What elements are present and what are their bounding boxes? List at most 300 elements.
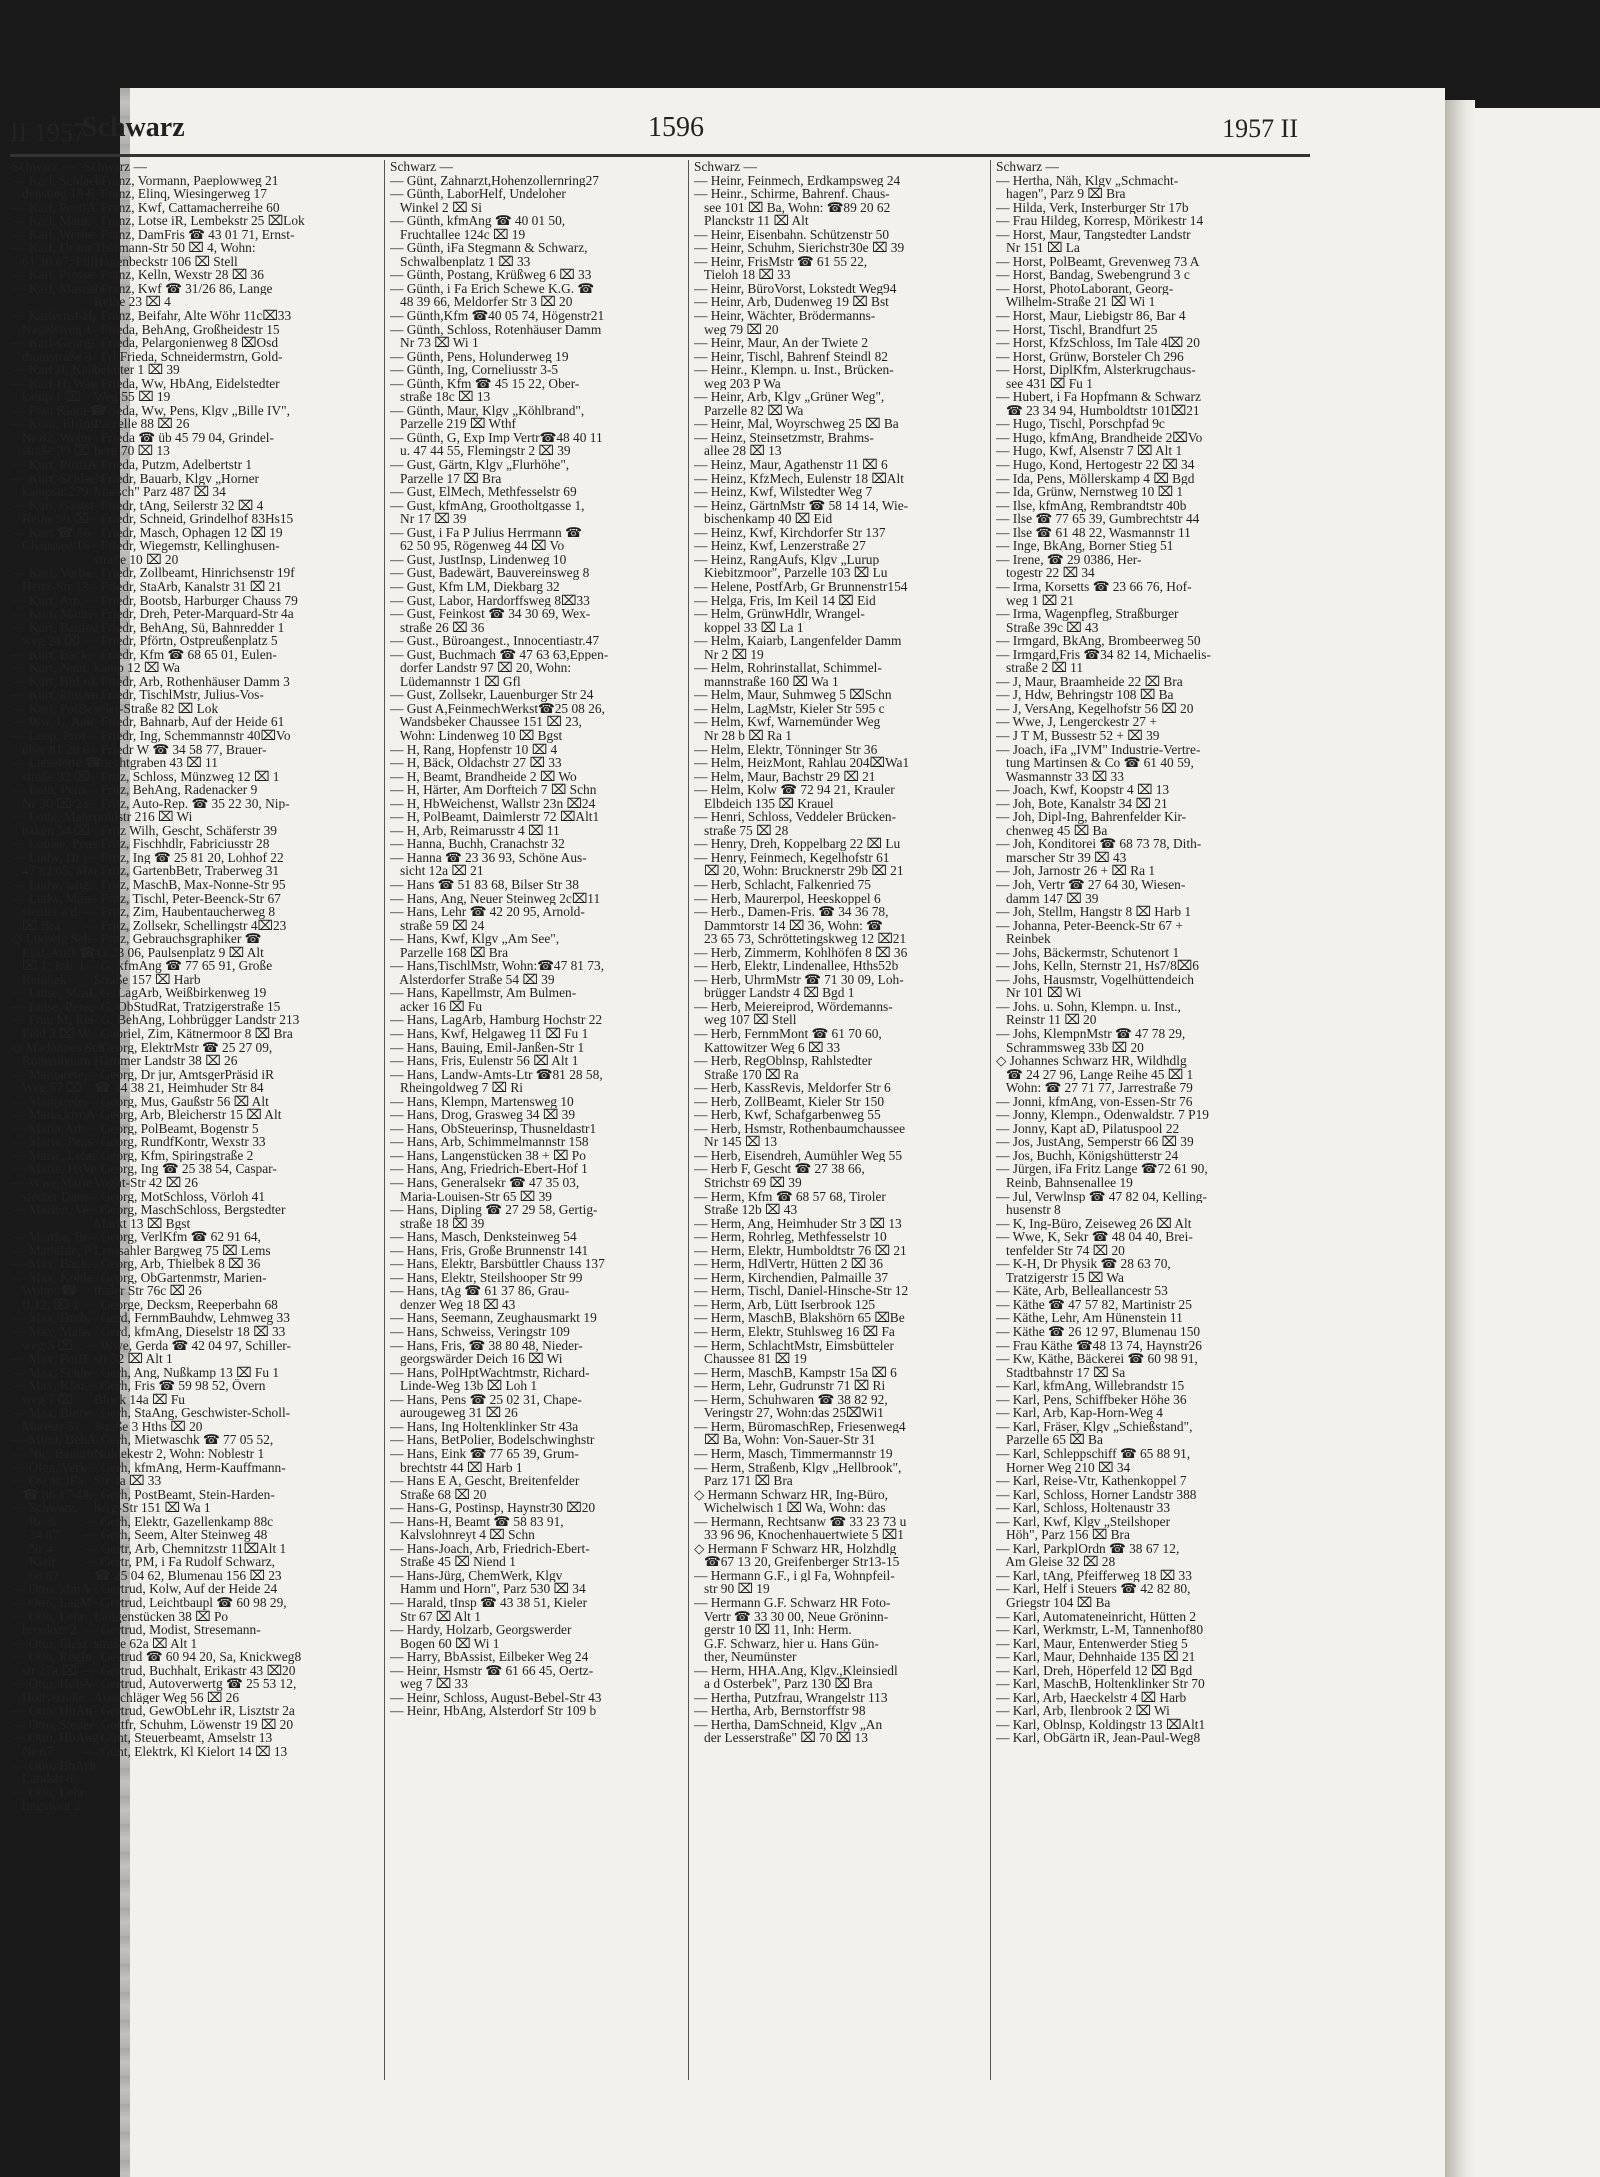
- listing-line: Nagelsweg 1: [12, 322, 92, 337]
- listing-line: Langenstücken 38 ⌧ Po: [84, 1609, 229, 1624]
- listing-line: — Gertr, PM, i Fa Rudolf Schwarz,: [84, 1555, 275, 1569]
- listing-line: lingsweg 2: [12, 1799, 81, 1813]
- listing-line: — Helm, Rohrinstallat, Schimmel-: [694, 661, 882, 675]
- listing-line: — Gust, Badewärt, Bauvereinsweg 8: [390, 566, 590, 580]
- listing-line: — Hans ☎ 51 83 68, Bilser Str 38: [390, 877, 579, 892]
- listing-line: Schwarz —: [996, 160, 1059, 174]
- listing-line: bekuter 1 ⌧ 39: [84, 363, 180, 377]
- listing-line: — Joach, iFa „IVM" Industrie-Vertre-: [996, 742, 1201, 757]
- listing-line: — Hans, tAg ☎ 61 37 86, Grau-: [390, 1284, 570, 1298]
- listing-line: Wichelwisch 1 ⌧ Wa, Wohn: das: [694, 1501, 886, 1515]
- listing-line: — Herm, Rohrleg, Methfesselstr 10: [694, 1230, 887, 1244]
- listing-line: — Johs, Kelln, Sternstr 21, Hs7/8⌧6: [996, 959, 1199, 973]
- listing-line: — Gertrud, Kolw, Auf der Heide 24: [84, 1582, 278, 1596]
- listing-line: — Max, Kfm,: [12, 1379, 88, 1393]
- listing-line: see 101 ⌧ Ba, Wohn: ☎89 20 62: [694, 200, 891, 215]
- listing-line: — G, ObStudRat, Tratzigerstraße 15: [84, 999, 281, 1014]
- listing-line: — Fritz Wilh, Gescht, Schäferstr 39: [84, 823, 277, 838]
- facing-running-head: II 1957: [10, 118, 86, 147]
- listing-line: — Johs, Bäckermstr, Schutenort 1: [996, 945, 1180, 960]
- listing-line: — Kurt, Bäck,: [12, 647, 91, 662]
- listing-line: — Nic, Bauarb: [12, 1446, 94, 1461]
- listing-line: — Friedr, Kfm ☎ 68 65 01, Eulen-: [84, 647, 277, 662]
- listing-line: — Hans E A, Gescht, Breitenfelder: [390, 1474, 580, 1488]
- listing-line: — Helm, Maur, Bachstr 29 ⌧ 21: [694, 769, 876, 784]
- listing-line: — Hans, ObSteuerinsp, Thusneldastr1: [390, 1121, 597, 1136]
- listing-line: — Günth, Ing, Corneliusstr 3-5: [390, 363, 559, 377]
- listing-line: — Fritz, Gebrauchsgraphiker ☎: [84, 932, 262, 946]
- listing-line: — Hugo, Kwf, Alsenstr 7 ⌧ Alt 1: [996, 444, 1183, 459]
- listing-line: Marestr 31: [12, 1419, 81, 1434]
- listing-line: — Hermann G.F., i gl Fa, Wohnpfeil-: [694, 1568, 895, 1583]
- listing-line: haken 54 ⌧: [12, 823, 90, 838]
- listing-line: — Hans, Lehr ☎ 42 20 95, Arnold-: [390, 905, 585, 919]
- listing-line: — Franz, Beifahr, Alte Wöhr 11c⌧33: [84, 309, 292, 323]
- listing-line: — Friedr, Schneid, Grindelhof 83Hs15: [84, 512, 294, 526]
- listing-line: — H, Härter, Am Dorfteich 7 ⌧ Schn: [390, 783, 597, 797]
- listing-line: — Herm, Tischl, Daniel-Hinsche-Str 12: [694, 1284, 909, 1298]
- listing-line: — Heinr, Schuhm, Sierichstr30e ⌧ 39: [694, 241, 905, 255]
- listing-line: — Hans, Eink ☎ 77 65 39, Grum-: [390, 1446, 579, 1461]
- listing-line: — Wwe, J, Lengerckestr 27 +: [996, 715, 1157, 729]
- listing-line: — Karl, Schloss, Holtenaustr 33: [996, 1501, 1171, 1515]
- listing-line: straße 39 ⌧: [12, 444, 90, 459]
- listing-line: Wilhelm-Straße 21 ⌧ Wi 1: [996, 295, 1156, 310]
- listing-line: [12, 553, 127, 567]
- listing-line: — Hans, Elektr, Steilshooper Str 99: [390, 1270, 583, 1285]
- listing-line: — Kurt, Maur,: [12, 607, 92, 621]
- listing-line: — Günth, iFa Stegmann & Schwarz,: [390, 241, 588, 255]
- listing-line: Nr 4: [12, 1541, 53, 1556]
- listing-line: brügger Landstr 4 ⌧ Bgd 1: [694, 986, 855, 1000]
- listing-line: — Ludw, Dr j: [12, 850, 88, 865]
- listing-line: — K-H, Dr Physik ☎ 28 63 70,: [996, 1257, 1171, 1271]
- listing-line: Schwarz —: [390, 160, 453, 174]
- listing-line: Kiebitzmoor", Parzelle 103 ⌧ Lu: [694, 566, 888, 580]
- listing-line: straße 59 ⌧ 24: [390, 918, 485, 933]
- listing-line: Reinbek: [12, 972, 67, 987]
- listing-line: — Herb, Hsmstr, Rothenbaumchaussee: [694, 1121, 906, 1136]
- listing-line: — Käthe ☎ 47 57 82, Martinistr 25: [996, 1297, 1192, 1312]
- listing-line: — Horst, DiplKfm, Alsterkrugchaus-: [996, 363, 1196, 377]
- listing-line: tung Martinsen & Co ☎ 61 40 59,: [996, 756, 1194, 770]
- listing-line: — Georg, ObGartenmstr, Marien-: [84, 1270, 267, 1285]
- listing-line: — Karl, Maur, Dehnhaide 135 ⌧ 21: [996, 1650, 1196, 1664]
- listing-line: — Gerd, kfmAng, Dieselstr 18 ⌧ 33: [84, 1325, 286, 1339]
- listing-line: — Hermann, Rechtsanw ☎ 33 23 73 u: [694, 1514, 907, 1529]
- listing-line: — Herm, HdlVertr, Hütten 2 ⌧ 36: [694, 1257, 883, 1271]
- listing-line: georgswärder Deich 16 ⌧ Wi: [390, 1352, 563, 1366]
- listing-line: straße 18 ⌧ 39: [390, 1216, 485, 1231]
- listing-line: — Karl, Schlacht: [12, 173, 106, 188]
- listing-line: — Franz, Kwf ☎ 31/26 86, Lange: [84, 281, 273, 296]
- column-divider: [990, 160, 991, 2080]
- listing-line: — Karl, Arb, Kap-Horn-Weg 4: [996, 1406, 1164, 1420]
- listing-line: — Karl, PostfA: [12, 200, 97, 215]
- listing-line: — Hans, Seemann, Zeughausmarkt 19: [390, 1311, 597, 1326]
- listing-line: weg 7 ⌧ 33: [390, 1677, 468, 1691]
- listing-line: — Gerh, Fris ☎ 59 98 52, Övern: [84, 1379, 266, 1393]
- listing-line: — J, VersAng, Kegelhofstr 56 ⌧ 20: [996, 701, 1194, 716]
- listing-line: — Gertrud, Leichtbaupl ☎ 60 98 29,: [84, 1595, 287, 1610]
- listing-line: — J, Hdw, Behringstr 108 ⌧ Ba: [996, 688, 1174, 702]
- listing-line: 47 82 65, Mar: [12, 864, 98, 878]
- listing-line: — Ludw, tang,: [12, 877, 93, 892]
- listing-line: Weg 55 ⌧ 19: [84, 390, 171, 404]
- listing-line: Str 4a ⌧ 33: [84, 1474, 162, 1488]
- listing-line: ther, Neumünster: [694, 1650, 797, 1664]
- listing-line: — Hertha, Arb, Bernstorffstr 98: [694, 1704, 866, 1718]
- listing-line: weg 5 ⌧: [12, 1338, 74, 1353]
- listing-line: — Günth, i Fa Erich Schewe K.G. ☎: [390, 281, 595, 296]
- listing-line: — Herm, Kirchendien, Palmaille 37: [694, 1270, 889, 1285]
- listing-line: 48 39 66, Meldorfer Str 3 ⌧ 20: [390, 295, 573, 310]
- listing-line: — Georg, ElektrMstr ☎ 25 27 09,: [84, 1040, 273, 1055]
- listing-line: — Otto, HbAn: [12, 1704, 92, 1718]
- listing-line: Parzelle 65 ⌧ Ba: [996, 1433, 1103, 1447]
- listing-line: straße 18c ⌧ 13: [390, 390, 491, 404]
- listing-line: poldstr 216 ⌧ Wi: [84, 810, 193, 824]
- listing-line: ⌧ 20, Wohn: Brucknerstr 29b ⌧ 21: [694, 864, 904, 878]
- listing-line: — Heinr, Eisenbahn. Schützenstr 50: [694, 227, 890, 242]
- listing-line: — Max, Bäck,: [12, 1257, 91, 1271]
- listing-line: — J T M, Bussestr 52 + ⌧ 39: [996, 728, 1160, 743]
- listing-line: — Irmgard, BkAng, Brombeerweg 50: [996, 634, 1201, 648]
- listing-line: Nr 2 ⌧ 19: [694, 647, 764, 662]
- listing-line: damm 147 ⌧ 39: [996, 891, 1099, 906]
- listing-line: G.F. Schwarz, hier u. Hans Gün-: [694, 1636, 879, 1651]
- listing-line: kamp 12 ⌧ Wa: [84, 661, 180, 675]
- listing-line: — Horst, Maur, Tangstedter Landstr: [996, 227, 1191, 242]
- listing-line: — Hans,TischlMstr, Wohn:☎47 81 73,: [390, 959, 605, 973]
- listing-line: Parzelle 219 ⌧ Wthf: [390, 417, 516, 431]
- listing-line: — Hans, Drog, Grasweg 34 ⌧ 39: [390, 1108, 576, 1122]
- listing-line: Horner Weg 210 ⌧ 34: [996, 1460, 1131, 1475]
- listing-line: Linde-Weg 13b ⌧ Loh 1: [390, 1379, 538, 1393]
- listing-line: Landstr 6: [12, 1772, 73, 1786]
- listing-line: — Joach, Kwf, Koopstr 4 ⌧ 13: [996, 783, 1170, 797]
- listing-line: — Wwe, K, Sekr ☎ 48 04 40, Brei-: [996, 1230, 1193, 1244]
- listing-line: Straße 170 ⌧ Ra: [694, 1067, 799, 1082]
- listing-line: — Karl, Dr me: [12, 241, 94, 255]
- listing-line: — Franz, Kelln, Wexstr 28 ⌧ 36: [84, 268, 264, 282]
- listing-line: — Frau M, Rei: [12, 1013, 94, 1027]
- listing-column-2: [390, 160, 680, 2080]
- listing-line: ◇ Madonnes Sch: [12, 1040, 105, 1055]
- listing-line: — Günth, Schloss, Rotenhäuser Damm: [390, 322, 602, 337]
- listing-line: 68 62: [12, 1568, 59, 1583]
- listing-line: acker 16 ⌧ Fu: [390, 999, 483, 1014]
- listing-line: — Heinr, Tischl, Bahrenf Steindl 82: [694, 349, 888, 364]
- listing-column-5: [12, 160, 127, 2080]
- listing-line: — Otto, BbArb: [12, 1758, 96, 1773]
- listing-line: — Heinr, HbAng, Alsterdorf Str 109 b: [390, 1704, 597, 1718]
- listing-line: — Heinr, BüroVorst, Lokstedt Weg94: [694, 281, 897, 296]
- listing-line: kamp 1 ⌧: [12, 390, 81, 404]
- listing-line: — Luise, Pens,: [12, 999, 94, 1014]
- listing-line: — Herm, Lehr, Gudrunstr 71 ⌧ Ri: [694, 1379, 886, 1393]
- running-head-name: Schwarz: [82, 112, 185, 143]
- listing-line: 43 23 06, Paulsenplatz 9 ⌧ Alt: [84, 945, 264, 960]
- listing-line: — G, LagArb, Weißbirkenweg 19: [84, 986, 267, 1000]
- listing-line: — Helm, GrünwHdlr, Wrangel-: [694, 607, 865, 621]
- listing-line: — G, kfmAng ☎ 77 65 91, Große: [84, 959, 273, 973]
- listing-line: — Ilse ☎ 61 48 22, Wasmannstr 11: [996, 525, 1191, 540]
- listing-line: Am Gleise 32 ⌧ 28: [996, 1555, 1116, 1569]
- listing-line: — Henry, Feinmech, Kegelhofstr 61: [694, 850, 890, 865]
- listing-line: — Otto, Lehr: [12, 1785, 85, 1800]
- listing-line: knechtgraben 43 ⌧ 11: [84, 756, 218, 770]
- listing-line: — Margarete,: [12, 1067, 87, 1082]
- listing-line: — Irma, Korsetts ☎ 23 66 76, Hof-: [996, 579, 1192, 594]
- listing-line: — Inge, BkAng, Borner Stieg 51: [996, 539, 1174, 553]
- listing-line: — Karlernst-H,: [12, 309, 97, 323]
- listing-line: Griegstr 104 ⌧ Ba: [996, 1595, 1111, 1610]
- listing-line: — Joh, Bote, Kanalstr 34 ⌧ 21: [996, 796, 1168, 811]
- listing-line: — Kurt, Bauing: [12, 620, 99, 635]
- listing-line: 33 96 96, Knochenhauertwiete 5 ⌧1: [694, 1528, 904, 1542]
- listing-line: Hagenbeckstr 106 ⌧ Stell: [84, 254, 238, 269]
- listing-line: — Herb, FernmMont ☎ 61 70 60,: [694, 1027, 882, 1041]
- listing-line: Schrammsweg 33b ⌧ 20: [996, 1040, 1144, 1055]
- listing-line: ⌧ Ba, Wohn: Von-Sauer-Str 31: [694, 1433, 876, 1447]
- listing-line: — Gust, Labor, Hardorffsweg 8⌧33: [390, 593, 590, 608]
- listing-line: — Gust, kfmAng, Grootholtgasse 1,: [390, 498, 585, 513]
- column-divider: [688, 160, 689, 2080]
- listing-line: — Fritz, Tischl, Peter-Beenck-Str 67: [84, 891, 281, 906]
- listing-line: ☎ 44 38 21, Heimhuder Str 84: [84, 1081, 264, 1095]
- listing-column-4: [996, 160, 1296, 2080]
- listing-line: — Herb, Eisendreh, Aumühler Weg 55: [694, 1148, 903, 1163]
- listing-line: — Heinr, Schloss, August-Bebel-Str 43: [390, 1690, 602, 1705]
- listing-line: — Kurt, PostfA: [12, 458, 98, 472]
- listing-line: — Hans-H, Beamt ☎ 58 83 91,: [390, 1514, 564, 1529]
- listing-line: — Franz, Elinq, Wiesingerweg 17: [84, 187, 267, 201]
- listing-line: Ausschläger Weg 56 ⌧ 26: [84, 1690, 240, 1705]
- listing-line: — Heinr., Klempn. u. Inst., Brücken-: [694, 363, 894, 377]
- listing-line: marscher Str 39 ⌧ 43: [996, 850, 1127, 865]
- listing-line: [12, 295, 127, 309]
- listing-line: — Johs, Hausmstr, Vogelhüttendeich: [996, 972, 1194, 987]
- listing-line: — Marion, Ve: [12, 1203, 89, 1217]
- listing-line: — Hans, LagArb, Hamburg Hochstr 22: [390, 1013, 603, 1027]
- listing-line: Schwarz —: [84, 160, 147, 174]
- listing-line: — Joh, Vertr ☎ 27 64 30, Wiesen-: [996, 877, 1186, 892]
- listing-line: — Mathilde, P: [12, 1243, 92, 1258]
- listing-line: straße 26 ⌧ 36: [390, 620, 485, 635]
- listing-line: — Franz, Kwf, Cattamacherreihe 60: [84, 200, 280, 215]
- listing-line: Nr 145 ⌧ 13: [694, 1135, 778, 1149]
- listing-line: — Irma, Wagenpfleg, Straßburger: [996, 607, 1179, 621]
- listing-line: — Herm, BüromaschRep, Friesenweg4: [694, 1419, 906, 1434]
- listing-line: — Helm, Maur, Suhmweg 5 ⌧Schn: [694, 688, 892, 702]
- listing-line: — Franz, DamFris ☎ 43 01 71, Ernst-: [84, 227, 295, 242]
- listing-line: — Wwe, Gerda ☎ 42 04 97, Schiller-: [84, 1338, 291, 1353]
- listing-line: — Hugo, Tischl, Porschpfad 9c: [996, 417, 1165, 431]
- listing-line: — Georg, PolBeamt, Bogenstr 5: [84, 1121, 259, 1136]
- listing-line: Thälmann-Str 50 ⌧ 4, Wohn:: [84, 241, 256, 255]
- listing-line: — Hugo, Kond, Hertogestr 22 ⌧ 34: [996, 458, 1195, 472]
- listing-line: — Karl, Schloss, Horner Landstr 388: [996, 1487, 1197, 1502]
- listing-line: sicht 12a ⌧ 21: [390, 864, 484, 878]
- listing-line: — K, Ing-Büro, Zeiseweg 26 ⌧ Alt: [996, 1216, 1192, 1231]
- listing-line: — Heinr, Hsmstr ☎ 61 66 45, Oertz-: [390, 1663, 594, 1678]
- listing-line: — Gust, Buchmach ☎ 47 63 63,Eppen-: [390, 647, 609, 662]
- listing-line: — Ludw, Maus: [12, 891, 96, 906]
- listing-line: Stadtbahnstr 17 ⌧ Sa: [996, 1365, 1126, 1380]
- listing-line: — Kurt, kfmAn: [12, 688, 98, 702]
- listing-line: Vertr ☎ 33 30 00, Neue Gröninn-: [694, 1609, 889, 1624]
- listing-line: — Kw, Käthe, Bäckerei ☎ 60 98 91,: [996, 1352, 1198, 1366]
- listing-line: — Karl, Werbe: [12, 227, 94, 242]
- listing-line: — Herm, Arb, Lütt Iserbrook 125: [694, 1297, 876, 1312]
- listing-line: — Heinz, Steinsetzmstr, Brahms-: [694, 430, 874, 445]
- listing-line: — Heinz, GärtnMstr ☎ 58 14 14, Wie-: [694, 498, 909, 513]
- listing-line: — Karl, MaschB, Holtenklinker Str 70: [996, 1677, 1205, 1691]
- listing-line: — Marie, Pens: [12, 1135, 93, 1149]
- listing-line: — Georg, Arb, Bleicherstr 15 ⌧ Alt: [84, 1108, 282, 1122]
- listing-line: Straße 39c ⌧ 43: [996, 620, 1099, 635]
- listing-line: — Gertrud, Buchhalt, Erikastr 43 ⌧20: [84, 1663, 296, 1678]
- listing-line: — Heinr, Arb, Klgv „Grüner Weg",: [694, 390, 885, 404]
- listing-line: — Martha, Br: [12, 1230, 88, 1244]
- listing-line: denzer Weg 18 ⌧ 43: [390, 1297, 516, 1312]
- listing-line: — Käthe, Lehr, Am Hünenstein 11: [996, 1311, 1183, 1326]
- listing-line: ☎67 13 20, Greifenberger Str13-15: [694, 1555, 900, 1569]
- listing-line: — Georg, Ing ☎ 25 38 54, Caspar-: [84, 1162, 277, 1177]
- listing-line: — Gertrud, Autoverwertg ☎ 25 53 12,: [84, 1677, 297, 1691]
- listing-line: — Gust., Büroangest., Innocentiastr.47: [390, 634, 600, 648]
- listing-line: u. 47 44 55, Flemingstr 2 ⌧ 39: [390, 444, 571, 459]
- listing-line: husenstr 8: [996, 1203, 1061, 1217]
- listing-line: — Schwarz,: [12, 1501, 79, 1515]
- listing-line: Kielr: [12, 1555, 57, 1569]
- listing-line: — Frau Klara ☎: [12, 403, 107, 418]
- listing-line: — Friedr, Wiegemstr, Kellinghusen-: [84, 539, 280, 553]
- listing-line: — Harry, BbAssist, Eilbeker Weg 24: [390, 1650, 589, 1664]
- listing-line: — Georg, Dr jur, AmtsgerPräsid iR: [84, 1067, 275, 1082]
- listing-line: Winkel 2 ⌧ Si: [390, 200, 483, 215]
- listing-line: — Käte, Arb, Belleallancestr 53: [996, 1284, 1168, 1298]
- listing-line: — Helene, PostfArb, Gr Brunnenstr154: [694, 579, 908, 594]
- listing-line: — Helm, HeizMont, Rahlau 204⌧Wa1: [694, 756, 910, 770]
- listing-line: — Herb F, Gescht ☎ 27 38 66,: [694, 1162, 865, 1177]
- listing-line: — Friedr, Zollbeamt, Hinrichsenstr 19f: [84, 566, 295, 580]
- listing-line: — Fritz, Fischhdlr, Fabriciusstr 28: [84, 837, 270, 851]
- listing-line: Rothenbaum: [12, 1054, 91, 1068]
- listing-line: — Joh, Dipl-Ing, Bahrenfelder Kir-: [996, 810, 1187, 824]
- listing-line: — Hertha, Putzfrau, Wrangelstr 113: [694, 1690, 888, 1705]
- listing-line: — Gust, ElMech, Methfesselstr 69: [390, 485, 577, 499]
- listing-line: — Heinr, Mal, Woyrschweg 25 ⌧ Ba: [694, 417, 899, 431]
- listing-line: Nr 82, Wohn: [12, 430, 92, 445]
- listing-line: — Gerh, Seem, Alter Steinweg 48: [84, 1528, 268, 1542]
- listing-line: — Fritz, BehAng, Radenacker 9: [84, 783, 258, 797]
- listing-line: — Max, Maler: [12, 1325, 92, 1339]
- listing-line: — Karl, Maschb: [12, 281, 102, 296]
- listing-line: — Heinz, RangAufs, Klgv „Lurup: [694, 552, 880, 567]
- listing-line: — Herb., Damen-Fris. ☎ 34 36 78,: [694, 905, 889, 919]
- listing-line: — Gerh, Mietwaschk ☎ 77 05 52,: [84, 1433, 274, 1447]
- listing-line: — Gerh, PostBeamt, Stein-Harden-: [84, 1487, 275, 1502]
- listing-line: — Frl Frieda, Schneidermstrn, Gold-: [84, 349, 283, 364]
- listing-line: — Hans, BetPolier, Bodelschwinghstr: [390, 1433, 595, 1447]
- listing-line: — Karl-Georg,: [12, 336, 94, 350]
- listing-line: — Günth, Pens, Holunderweg 19: [390, 349, 569, 364]
- listing-line: — Gust, Gärtn, Klgv „Flurhöhe",: [390, 458, 570, 472]
- listing-line: — Jos, Buchh, Königshütterstr 24: [996, 1148, 1179, 1163]
- listing-line: — Otto, HdlsV: [12, 1677, 95, 1691]
- listing-line: — Günth, Kfm ☎ 45 15 22, Ober-: [390, 376, 580, 391]
- listing-line: — Herb, RegOblnsp, Rahlstedter: [694, 1054, 873, 1068]
- listing-line: str 27a ⌧: [12, 1663, 77, 1678]
- listing-line: der Lesserstraße" ⌧ 70 ⌧ 13: [694, 1731, 868, 1745]
- listing-line: ☎ 25 04 62, Blumenau 156 ⌧ 23: [84, 1568, 282, 1583]
- listing-line: — Maria,kfmA: [12, 1108, 96, 1122]
- listing-line: — Horst, Bandag, Swebengrund 3 c: [996, 268, 1190, 282]
- listing-line: — Heinr., Schirme, Bahrenf. Chaus-: [694, 187, 890, 201]
- listing-line: — Hugo, kfmAng, Brandheide 2⌧Vo: [996, 430, 1203, 445]
- listing-line: — Frieda, Putzm, Adelbertstr 1: [84, 458, 253, 472]
- listing-line: — Georg, MotSchloss, Vörloh 41: [84, 1189, 266, 1204]
- listing-line: — Heinr, Wächter, Brödermanns-: [694, 309, 876, 323]
- listing-line: — Kurt, Schlach: [12, 471, 103, 486]
- listing-line: Nöldekestr 2, Wohn: Noblestr 1: [84, 1446, 265, 1461]
- listing-line: Parzelle 168 ⌧ Bra: [390, 945, 509, 960]
- listing-line: — Herm, Schuhwaren ☎ 38 82 92,: [694, 1392, 888, 1407]
- listing-line: — Karl, Arb, Ilenbrook 2 ⌧ Wi: [996, 1704, 1170, 1718]
- listing-line: — Hans, Masch, Denksteinweg 54: [390, 1230, 577, 1244]
- listing-line: — Otto, kfmA: [12, 1582, 91, 1596]
- listing-line: — Wwe,Marie: [12, 1176, 93, 1190]
- listing-line: Lüdemannstr 1 ⌧ Gfl: [390, 674, 521, 689]
- listing-line: — Heinr, Maur, An der Twiete 2: [694, 336, 869, 350]
- listing-line: — Irene, ☎ 29 0386, Her-: [996, 552, 1142, 567]
- listing-line: — Helm, LagMstr, Kieler Str 595 c: [694, 701, 885, 716]
- listing-line: — Helm, Kolw ☎ 72 94 21, Krauler: [694, 783, 895, 797]
- listing-line: denstieg 15 E: [12, 187, 95, 201]
- listing-line: bischenkamp 40 ⌧ Eid: [694, 512, 833, 526]
- listing-line: — Jos, JustAng, Semperstr 66 ⌧ 39: [996, 1135, 1194, 1149]
- listing-line: — Horst, Grünw, Borsteler Ch 296: [996, 349, 1184, 364]
- listing-line: — Friedr W ☎ 34 58 77, Brauer-: [84, 742, 267, 757]
- listing-line: — Günth, G, Exp Imp Vertr☎48 40 11: [390, 430, 603, 445]
- listing-line: thomstraße 3: [12, 349, 92, 364]
- listing-line: — Hans, Generalsekr ☎ 47 35 03,: [390, 1176, 580, 1190]
- listing-line: — Jürgen, iFa Fritz Lange ☎72 61 90,: [996, 1162, 1208, 1177]
- listing-line: tenfelder Str 74 ⌧ 20: [996, 1243, 1125, 1258]
- listing-line: — Friedr, BehAng, Sü, Bahnredder 1: [84, 620, 285, 635]
- listing-line: — Ilse ☎ 77 65 39, Gumbrechtstr 44: [996, 512, 1200, 526]
- listing-line: Reihe 23 ⌧ 4: [84, 295, 171, 310]
- listing-line: — Gertrud, GewObLehr iR, Lisztstr 2a: [84, 1704, 295, 1718]
- listing-line: Wohn: ☎: [12, 1284, 78, 1298]
- listing-line: — Gertrud ☎ 60 94 20, Sa, Knickweg8: [84, 1650, 302, 1664]
- listing-line: Tratzigerstr 15 ⌧ Wa: [996, 1270, 1124, 1285]
- listing-line: — Heinz, Kwf, Kirchdorfer Str 137: [694, 525, 886, 540]
- listing-line: mannstraße 160 ⌧ Wa 1: [694, 674, 839, 689]
- listing-line: — Herb, Meiereiprod, Wördemanns-: [694, 999, 893, 1014]
- listing-line: Str 67 ⌧ Alt 1: [390, 1609, 481, 1624]
- listing-line: — Karl, Dreh, Höperfeld 12 ⌧ Bgd: [996, 1663, 1193, 1678]
- header-rule: [82, 154, 1310, 157]
- listing-line: — Herm, Elektr, Humboldtstr 76 ⌧ 21: [694, 1243, 907, 1258]
- listing-line: — Karl, ParkplOrdn ☎ 38 67 12,: [996, 1541, 1180, 1556]
- listing-line: — Gerh, Ang, Nußkamp 13 ⌧ Fu 1: [84, 1365, 280, 1380]
- listing-line: ☎ 86 17 44,: [12, 1487, 93, 1502]
- listing-line: — Johs, KlempnMstr ☎ 47 78 29,: [996, 1027, 1186, 1041]
- listing-line: koppel 33 ⌧ La 1: [694, 620, 804, 635]
